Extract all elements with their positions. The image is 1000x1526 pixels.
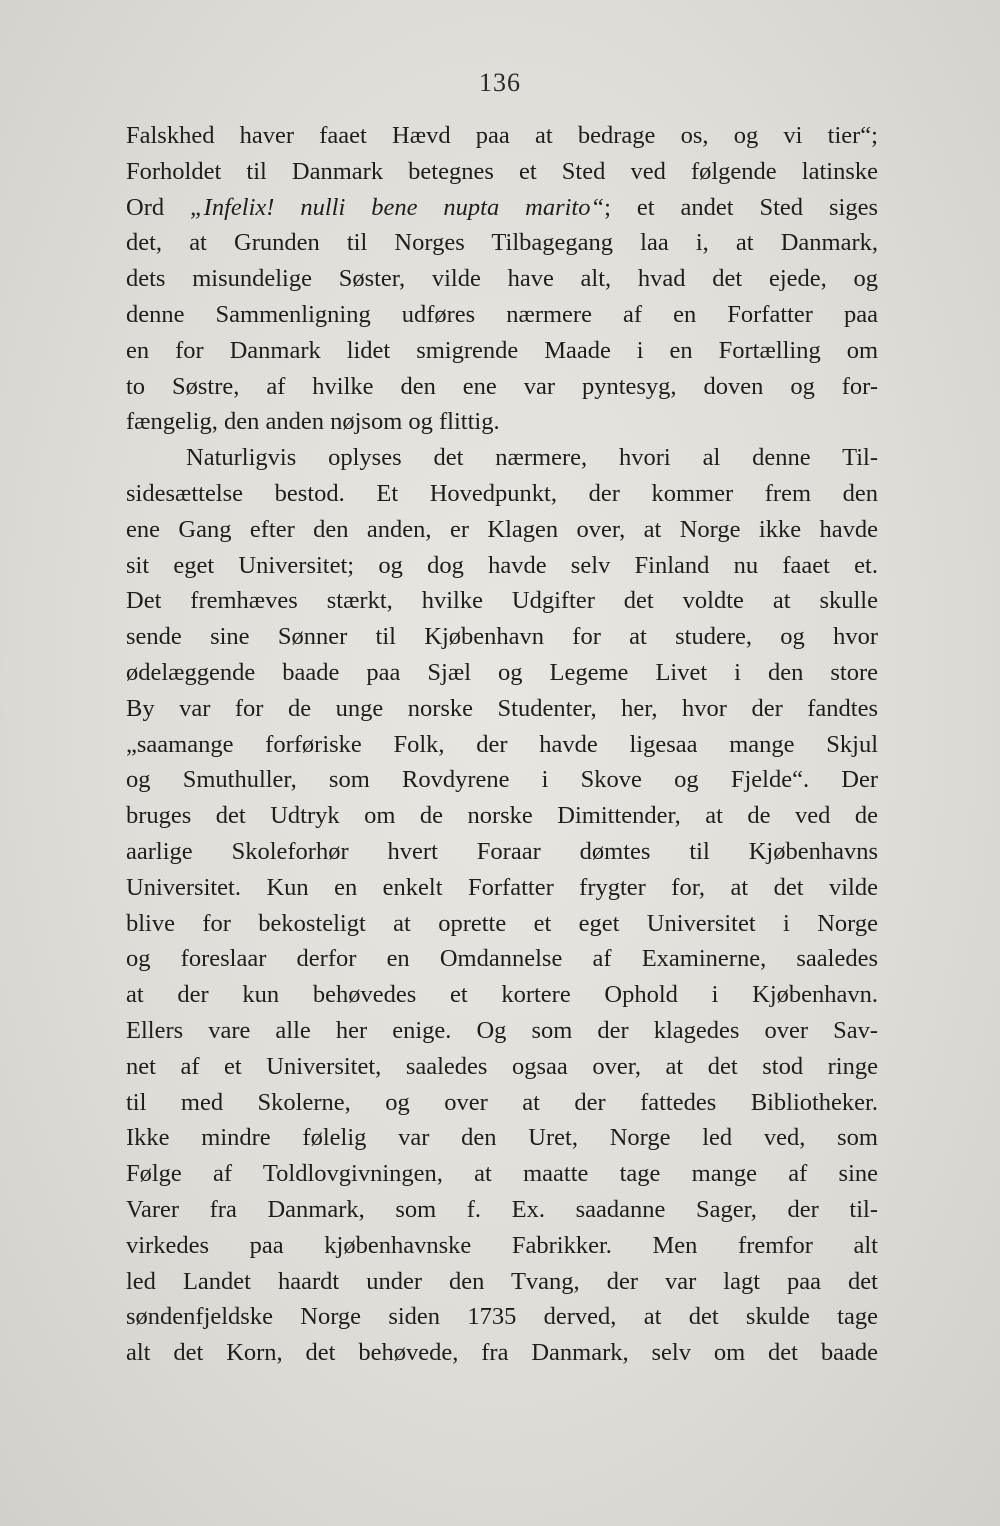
text-line: fængelig, den anden nøjsom og flittig. xyxy=(126,408,500,436)
text-line: Forholdet til Danmark betegnes et Sted ved følgende latinske xyxy=(126,157,878,185)
text-line: dets misundelige Søster, vilde have alt, hvad det ejede, og xyxy=(126,265,878,293)
text-line: sidesættelse bestod. Et Hovedpunkt, der kommer frem den xyxy=(126,479,878,507)
text-line: net af et Universitet, saaledes ogsaa over, at det stod ringe xyxy=(126,1052,878,1080)
text-line: „saamange forføriske Folk, der havde ligesaa mange Skjul xyxy=(126,730,878,758)
text-line: Varer fra Danmark, som f. Ex. saadanne Sager, der til- xyxy=(126,1195,878,1223)
text-line: aarlige Skoleforhør hvert Foraar dømtes til Kjøbenhavns xyxy=(126,837,878,865)
text-line: sit eget Universitet; og dog havde selv Finland nu faaet et. xyxy=(126,551,878,579)
text-line: led Landet haardt under den Tvang, der var lagt paa det xyxy=(126,1267,878,1295)
text-segment: Ord xyxy=(126,193,191,221)
text-line: virkedes paa kjøbenhavnske Fabrikker. Men fremfor alt xyxy=(126,1231,878,1259)
text-line: blive for bekosteligt at oprette et eget Universitet i Norge xyxy=(126,909,878,937)
text-line: Universitet. Kun en enkelt Forfatter frygter for, at det vilde xyxy=(126,873,878,901)
text-line: denne Sammenligning udføres nærmere af en Forfatter paa xyxy=(126,300,878,328)
text-line: at der kun behøvedes et kortere Ophold i Kjøbenhavn. xyxy=(126,981,878,1009)
text-line: alt det Korn, det behøvede, fra Danmark, selv om det baade xyxy=(126,1339,878,1367)
text-line: ødelæggende baade paa Sjæl og Legeme Livet i den store xyxy=(126,658,878,686)
text-line: det, at Grunden til Norges Tilbagegang laa i, at Danmark, xyxy=(126,229,878,257)
text-line xyxy=(126,190,878,226)
text-segment: ; et andet Sted siges xyxy=(604,193,878,221)
text-line: Falskhed haver faaet Hævd paa at bedrage os, og vi tier“; xyxy=(126,122,878,149)
text-line: bruges det Udtryk om de norske Dimittender, at de ved de xyxy=(126,802,878,830)
text-line: Naturligvis oplyses det nærmere, hvori al denne Til- xyxy=(186,444,878,472)
body-text xyxy=(126,118,878,1371)
text-line: Ikke mindre følelig var den Uret, Norge led ved, som xyxy=(126,1124,878,1152)
text-line: By var for de unge norske Studenter, her, hvor der fandtes xyxy=(126,694,878,722)
text-line: to Søstre, af hvilke den ene var pyntesyg, doven og for- xyxy=(126,372,878,400)
page-number: 136 xyxy=(479,68,521,97)
text-line: Ellers vare alle her enige. Og som der klagedes over Sav- xyxy=(126,1016,878,1044)
text-line: ene Gang efter den anden, er Klagen over, at Norge ikke havde xyxy=(126,515,878,543)
text-line: søndenfjeldske Norge siden 1735 derved, at det skulde tage xyxy=(126,1303,878,1331)
text-line: en for Danmark lidet smigrende Maade i en Fortælling om xyxy=(126,336,878,364)
text-line: Følge af Toldlovgivningen, at maatte tage mange af sine xyxy=(126,1160,878,1188)
text-line: Det fremhæves stærkt, hvilke Udgifter det voldte at skulle xyxy=(126,587,878,615)
latin-quote: „Infelix! nulli bene nupta marito“ xyxy=(190,193,605,221)
text-line: og foreslaar derfor en Omdannelse af Examinerne, saaledes xyxy=(126,945,878,973)
text-line: til med Skolerne, og over at der fattedes Bibliotheker. xyxy=(126,1088,878,1116)
text-line: og Smuthuller, som Rovdyrene i Skove og Fjelde“. Der xyxy=(126,766,878,794)
text-line: sende sine Sønner til Kjøbenhavn for at studere, og hvor xyxy=(126,623,878,651)
